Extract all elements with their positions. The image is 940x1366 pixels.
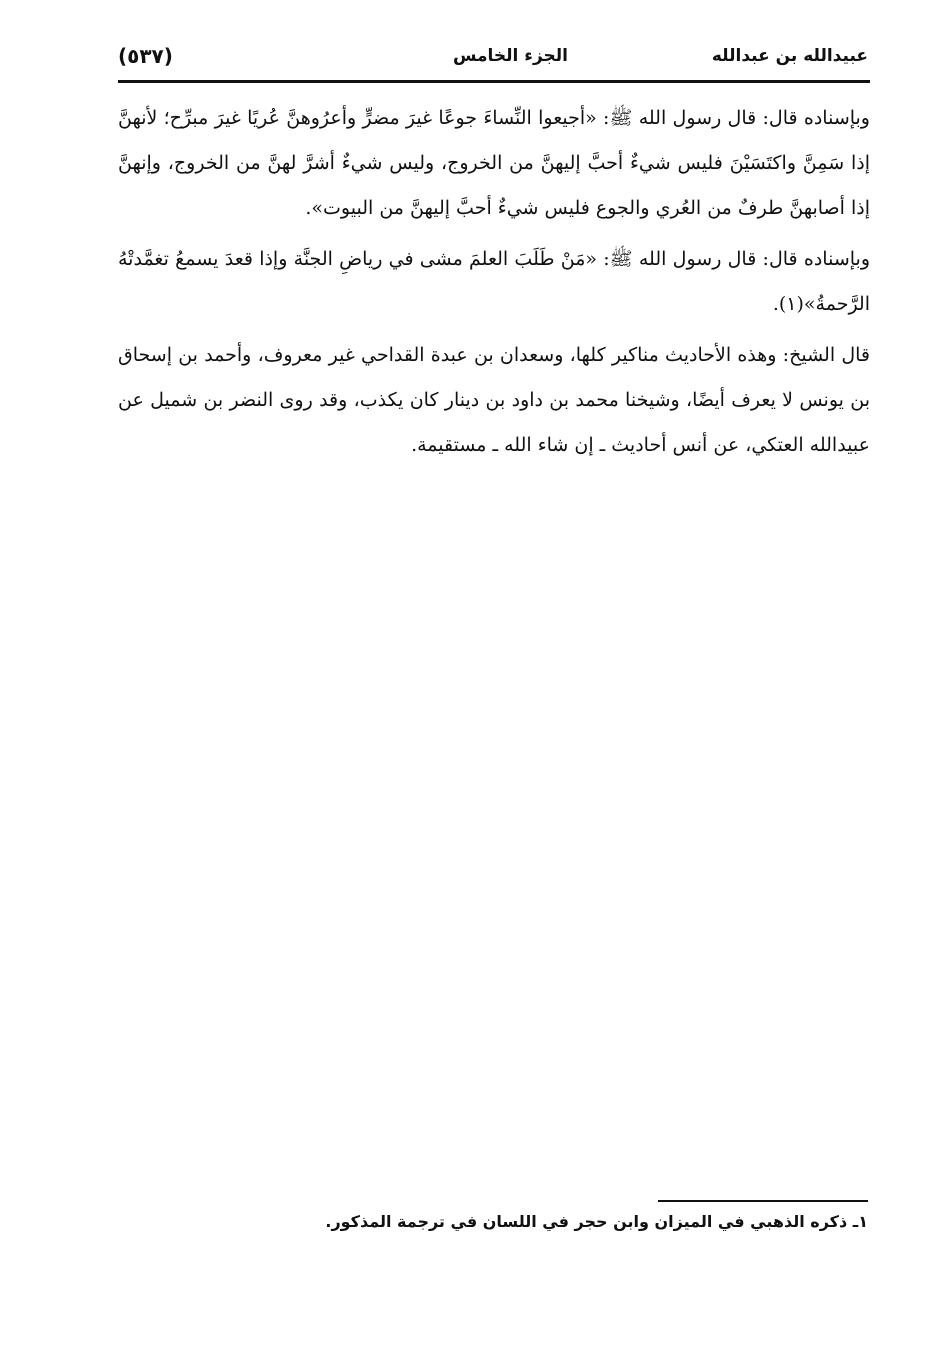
footnote: ١ـ ذكره الذهبي في الميزان وابن حجر في اللسان في ترجمة المذكور.: [325, 1212, 868, 1231]
page-number: (٥٣٧): [118, 44, 173, 68]
page-header: [118, 40, 868, 80]
main-text: [118, 96, 870, 474]
paragraph-hadith-1: وبإسناده قال: قال رسول الله ﷺ: «أجيعوا النِّساءَ جوعًا غيرَ مضرٍّ وأعرُوهنَّ عُريًا غيرَ مبرِّح؛ لأنهنَّ إذا سَمِنَّ واكتَسَيْنَ فليس شيءٌ أحبَّ إليهنَّ من الخروج، وليس شيءٌ أشرَّ لهنَّ من الخروج، وإنهنَّ إذا أصابهنَّ طرفٌ من العُري والجوع فليس شيءٌ أحبَّ إليهنَّ من البيوت».: [118, 107, 870, 219]
part-title: الجزء الخامس: [452, 46, 568, 66]
header-rule: [118, 80, 870, 83]
paragraph-hadith-2: وبإسناده قال: قال رسول الله ﷺ: «مَنْ طَلَبَ العلمَ مشى في رياضِ الجنَّة وإذا قعدَ يسمعُ تغمَّدتْهُ الرَّحمةُ»(١).: [118, 248, 870, 315]
paragraph-sheikh-comment: قال الشيخ: وهذه الأحاديث مناكير كلها، وسعدان بن عبدة القداحي غير معروف، وأحمد بن إسحاق بن يونس لا يعرف أيضًا، وشيخنا محمد بن داود بن دينار كان يكذب، وقد روى النضر بن شميل عن عبيدالله العتكي، عن أنس أحاديث ـ إن شاء الله ـ مستقيمة.: [118, 344, 870, 456]
footnote-rule: [658, 1200, 868, 1202]
book-title: عبيدالله بن عبدالله: [711, 46, 868, 66]
